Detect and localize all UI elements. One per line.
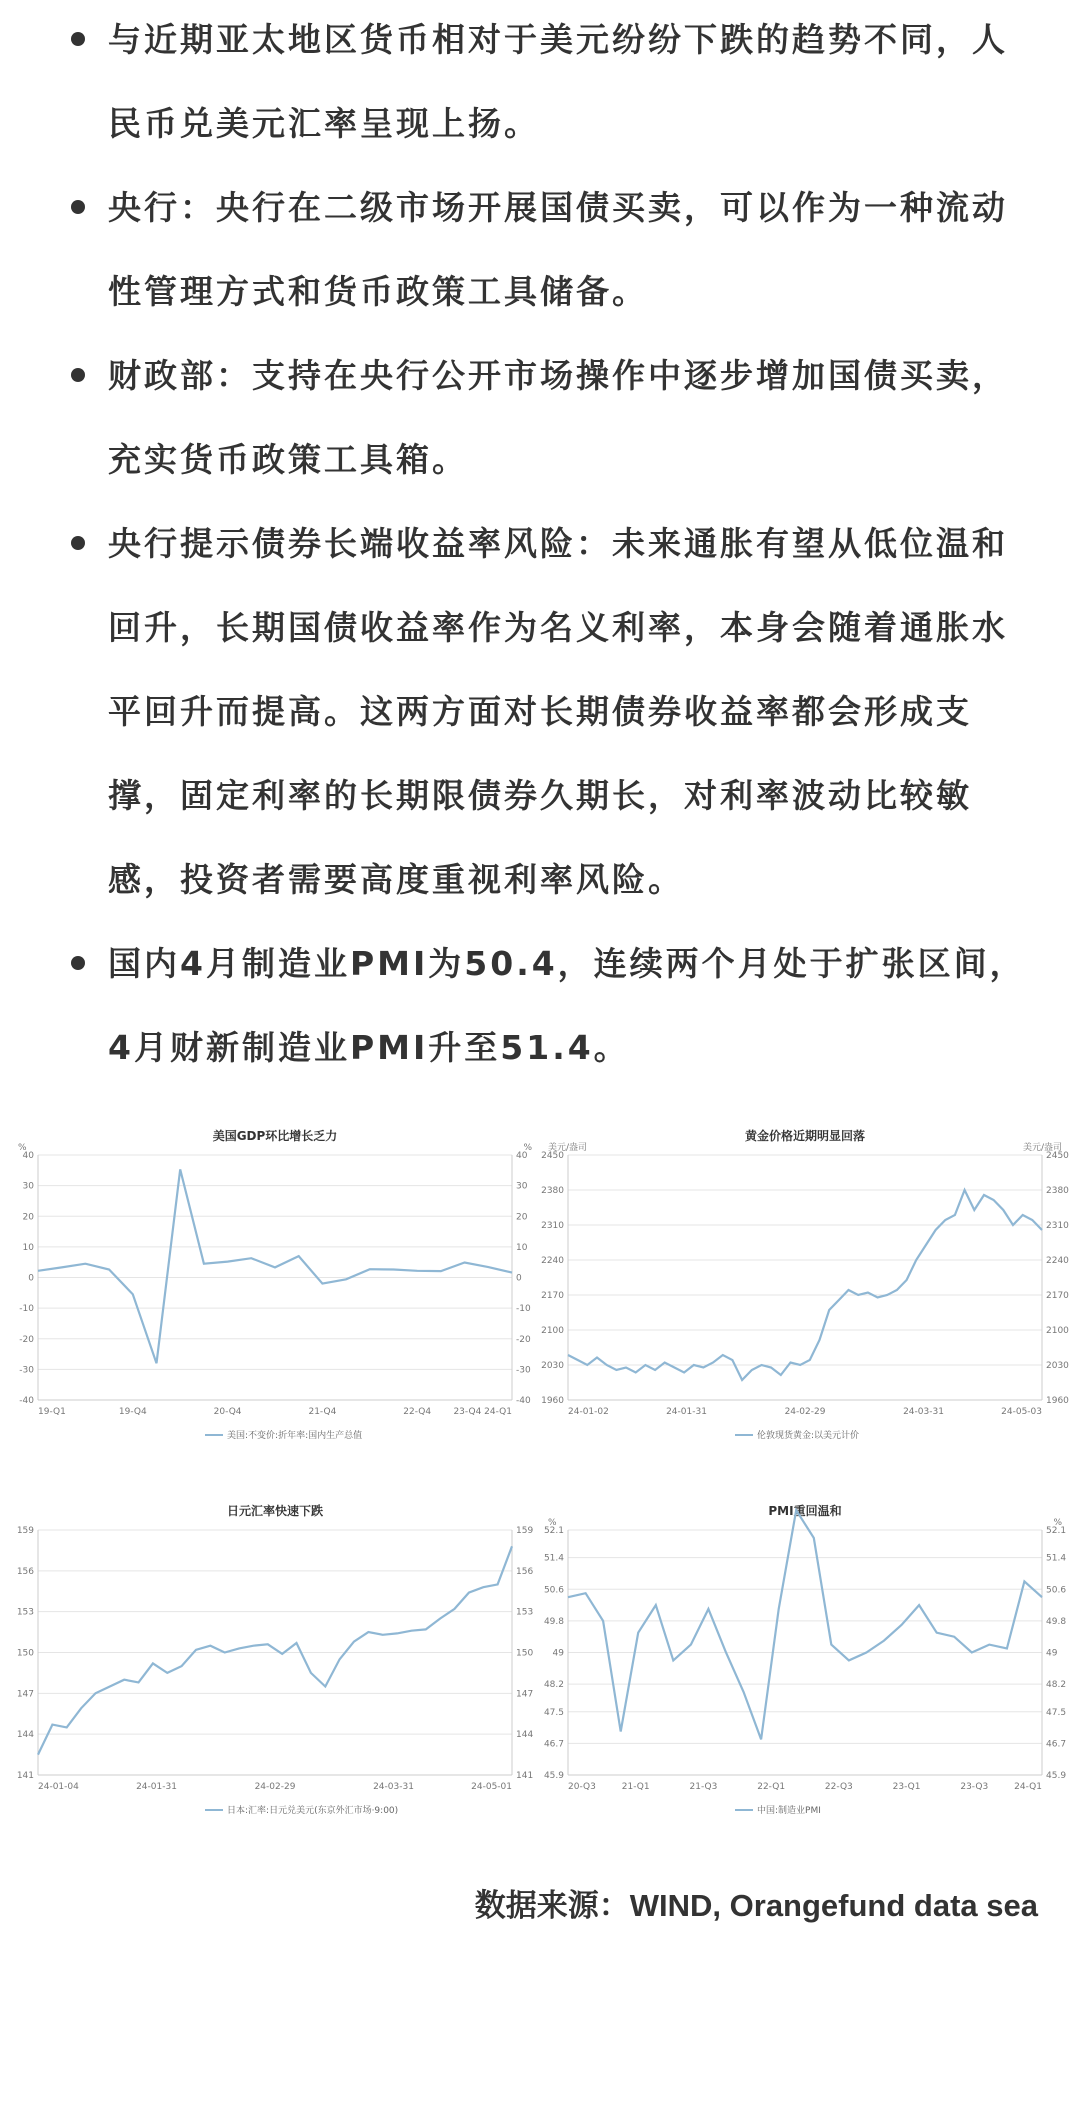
x-tick-label: 23-Q4 24-Q1 — [453, 1407, 512, 1417]
y-tick-label-left: 49 — [552, 1648, 564, 1659]
y-tick-label-right: 20 — [516, 1212, 528, 1223]
right-unit-label: 美元/盎司 — [1022, 1143, 1062, 1153]
y-tick-label-left: 0 — [28, 1273, 34, 1284]
left-unit-label: % — [18, 1143, 27, 1153]
x-tick-label: 24-05-01 — [471, 1782, 512, 1792]
y-tick-label-left: 50.6 — [543, 1585, 564, 1596]
y-tick-label-right: 147 — [516, 1689, 534, 1700]
y-tick-label-right: 30 — [516, 1181, 528, 1192]
data-source-note: 数据来源：WIND, Orangefund data sea — [474, 1888, 1038, 1923]
y-tick-label-right: 2030 — [1046, 1361, 1069, 1371]
x-tick-label: 22-Q3 — [824, 1782, 853, 1792]
legend-label: 中国:制造业PMI — [757, 1806, 821, 1816]
series-line — [38, 1169, 512, 1363]
chart-title: 日元汇率快速下跌 — [226, 1504, 324, 1518]
y-tick-label-right: 52.1 — [1046, 1526, 1067, 1536]
x-tick-label: 22-Q4 — [403, 1407, 432, 1417]
y-tick-label-left: -10 — [19, 1304, 34, 1315]
x-tick-label: 24-03-31 — [373, 1782, 414, 1792]
y-tick-label-left: 150 — [16, 1648, 34, 1659]
y-tick-label-left: 144 — [16, 1730, 34, 1741]
series-line — [568, 1510, 1042, 1739]
y-tick-label-right: 48.2 — [1046, 1680, 1067, 1691]
x-tick-label: 23-Q1 — [892, 1782, 921, 1792]
y-tick-label-right: 2100 — [1046, 1326, 1069, 1336]
legend-label: 日本:汇率:日元兑美元(东京外汇市场·9:00) — [227, 1806, 399, 1816]
y-tick-label-left: 2170 — [541, 1291, 564, 1301]
x-tick-label: 24-05-03 — [1001, 1407, 1042, 1417]
chart-us-gdp — [10, 1110, 540, 1485]
bullet-line: 性管理方式和货币政策工具储备。 — [108, 272, 648, 311]
x-tick-label: 24-01-04 — [38, 1782, 79, 1792]
bullet-line: 财政部：支持在央行公开市场操作中逐步增加国债买卖， — [108, 356, 1008, 395]
bullet-dot — [71, 536, 85, 550]
bullet-dot — [71, 200, 85, 214]
y-tick-label-left: 159 — [16, 1526, 34, 1536]
x-tick-label: 24-03-31 — [903, 1407, 944, 1417]
x-tick-label: 24-01-31 — [136, 1782, 177, 1792]
y-tick-label-left: 2310 — [541, 1221, 564, 1231]
y-tick-label-right: 0 — [516, 1273, 522, 1284]
x-tick-label: 24-02-29 — [784, 1407, 826, 1417]
x-tick-label: 23-Q3 — [960, 1782, 989, 1792]
y-tick-label-left: 51.4 — [543, 1553, 564, 1564]
y-tick-label-left: 2240 — [541, 1256, 564, 1266]
x-tick-label: 24-01-31 — [666, 1407, 707, 1417]
left-unit-label: 美元/盎司 — [548, 1143, 588, 1153]
x-tick-label: 21-Q3 — [689, 1782, 718, 1792]
y-tick-label-left: 2030 — [541, 1361, 564, 1371]
x-tick-label: 21-Q1 — [621, 1782, 650, 1792]
bullet-item-2 — [0, 166, 1080, 334]
y-tick-label-left: 2450 — [541, 1151, 564, 1161]
left-unit-label: % — [548, 1518, 557, 1528]
legend-label: 美国:不变价:折年率:国内生产总值 — [227, 1431, 363, 1441]
y-tick-label-right: -30 — [516, 1365, 531, 1376]
y-tick-label-right: 2380 — [1046, 1186, 1069, 1196]
x-tick-label: 20-Q4 — [213, 1407, 242, 1417]
y-tick-label-left: 156 — [16, 1566, 34, 1577]
y-tick-label-left: -40 — [19, 1396, 34, 1406]
y-tick-label-right: 10 — [516, 1242, 528, 1253]
y-tick-label-right: 156 — [516, 1566, 534, 1577]
y-tick-label-left: -30 — [19, 1365, 34, 1376]
bullet-line: 民币兑美元汇率呈现上扬。 — [108, 104, 540, 143]
x-tick-label: 19-Q4 — [118, 1407, 147, 1417]
y-tick-label-left: 49.8 — [543, 1616, 564, 1627]
bullet-line: 充实货币政策工具箱。 — [108, 440, 468, 479]
chart-grid — [10, 1110, 1070, 1860]
y-tick-label-right: 144 — [516, 1730, 534, 1741]
y-tick-label-right: 150 — [516, 1648, 534, 1659]
bullet-line: 回升，长期国债收益率作为名义利率，本身会随着通胀水 — [108, 608, 1008, 647]
x-tick-label: 24-Q1 — [1014, 1782, 1042, 1792]
y-tick-label-right: 45.9 — [1046, 1771, 1067, 1781]
bullet-dot — [71, 368, 85, 382]
chart-jpy-rate-svg — [10, 1485, 540, 1860]
x-tick-label: 19-Q1 — [38, 1407, 66, 1417]
y-tick-label-right: 47.5 — [1046, 1707, 1067, 1718]
x-tick-label: 24-01-02 — [568, 1407, 609, 1417]
bullet-item-4 — [0, 502, 1080, 922]
bullet-line: 国内4月制造业PMI为50.4，连续两个月处于扩张区间， — [108, 944, 1026, 983]
bullet-line: 撑，固定利率的长期限债券久期长，对利率波动比较敏 — [108, 776, 972, 815]
y-tick-label-right: 159 — [516, 1526, 534, 1536]
bullet-dot — [71, 32, 85, 46]
y-tick-label-left: 2380 — [541, 1186, 564, 1196]
bullet-item-3 — [0, 334, 1080, 502]
y-tick-label-left: 48.2 — [543, 1680, 564, 1691]
y-tick-label-right: 46.7 — [1046, 1739, 1067, 1750]
y-tick-label-right: 1960 — [1046, 1396, 1069, 1406]
y-tick-label-right: 51.4 — [1046, 1553, 1067, 1564]
right-unit-label: % — [523, 1143, 532, 1153]
y-tick-label-left: 153 — [16, 1607, 34, 1618]
y-tick-label-right: 153 — [516, 1607, 534, 1618]
bullet-line: 与近期亚太地区货币相对于美元纷纷下跌的趋势不同，人 — [108, 20, 1008, 59]
y-tick-label-left: 147 — [16, 1689, 34, 1700]
chart-pmi — [540, 1485, 1070, 1860]
y-tick-label-left: -20 — [19, 1334, 34, 1345]
y-tick-label-left: 30 — [22, 1181, 34, 1192]
x-tick-label: 20-Q3 — [568, 1782, 596, 1792]
chart-pmi-svg — [540, 1485, 1070, 1860]
bullet-line: 央行提示债券长端收益率风险：未来通胀有望从低位温和 — [108, 524, 1008, 563]
chart-gold-price-svg — [540, 1110, 1070, 1485]
y-tick-label-right: -20 — [516, 1334, 531, 1345]
y-tick-label-right: -40 — [516, 1396, 531, 1406]
y-tick-label-right: 49 — [1046, 1648, 1058, 1659]
bullet-item-1 — [0, 0, 1080, 166]
y-tick-label-right: 2170 — [1046, 1291, 1069, 1301]
chart-title: 美国GDP环比增长乏力 — [212, 1129, 338, 1143]
right-unit-label: % — [1053, 1518, 1062, 1528]
y-tick-label-left: 20 — [22, 1212, 34, 1223]
chart-us-gdp-svg — [10, 1110, 540, 1485]
y-tick-label-left: 45.9 — [543, 1771, 564, 1781]
y-tick-label-left: 2100 — [541, 1326, 564, 1336]
bullet-line: 4月财新制造业PMI升至51.4。 — [108, 1028, 630, 1067]
chart-jpy-rate — [10, 1485, 540, 1860]
y-tick-label-left: 10 — [22, 1242, 34, 1253]
series-line — [568, 1190, 1042, 1380]
chart-title: 黄金价格近期明显回落 — [744, 1129, 866, 1143]
y-tick-label-left: 46.7 — [543, 1739, 564, 1750]
y-tick-label-right: 50.6 — [1046, 1585, 1067, 1596]
y-tick-label-right: 2240 — [1046, 1256, 1069, 1266]
y-tick-label-right: 40 — [516, 1151, 528, 1161]
series-line — [38, 1546, 512, 1754]
x-tick-label: 24-02-29 — [254, 1782, 296, 1792]
y-tick-label-right: -10 — [516, 1304, 531, 1315]
bullet-item-5 — [0, 922, 1080, 1090]
y-tick-label-right: 49.8 — [1046, 1616, 1067, 1627]
y-tick-label-right: 2310 — [1046, 1221, 1069, 1231]
y-tick-label-left: 47.5 — [543, 1707, 564, 1718]
bullet-line: 平回升而提高。这两方面对长期债券收益率都会形成支 — [108, 692, 972, 731]
y-tick-label-left: 1960 — [541, 1396, 564, 1406]
x-tick-label: 22-Q1 — [757, 1782, 786, 1792]
x-tick-label: 21-Q4 — [308, 1407, 337, 1417]
bullet-line: 感，投资者需要高度重视利率风险。 — [108, 860, 684, 899]
bullet-dot — [71, 956, 85, 970]
chart-title: PMI重回温和 — [768, 1504, 842, 1518]
chart-gold-price — [540, 1110, 1070, 1485]
y-tick-label-right: 141 — [516, 1771, 534, 1781]
y-tick-label-left: 141 — [16, 1771, 34, 1781]
legend-label: 伦敦现货黄金:以美元计价 — [757, 1431, 860, 1441]
y-tick-label-left: 40 — [22, 1151, 34, 1161]
y-tick-label-left: 52.1 — [543, 1526, 564, 1536]
bullet-line: 央行：央行在二级市场开展国债买卖，可以作为一种流动 — [108, 188, 1008, 227]
y-tick-label-right: 2450 — [1046, 1151, 1069, 1161]
